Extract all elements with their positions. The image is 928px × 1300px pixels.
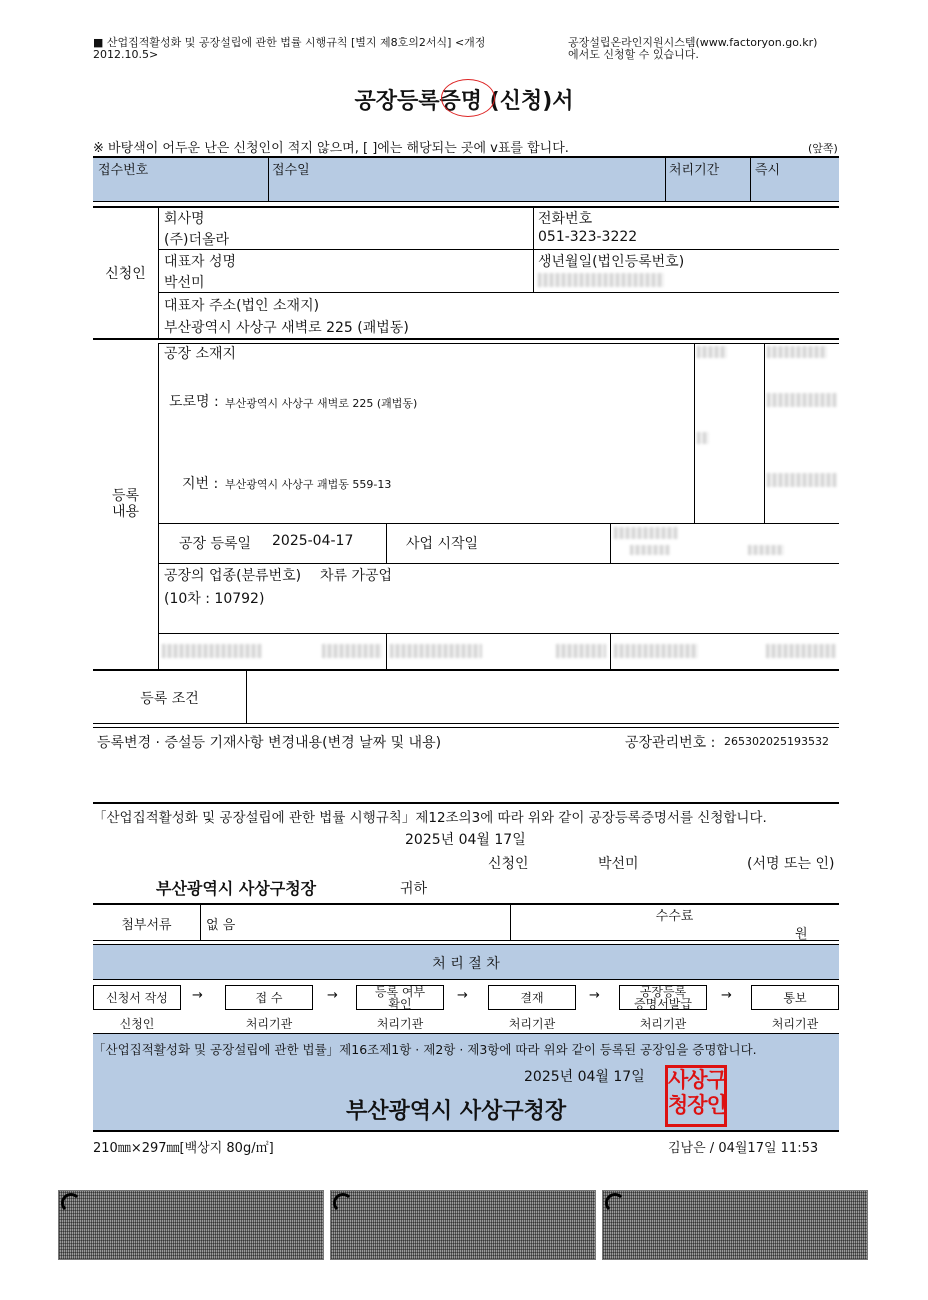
- procedure-actor-5: 처리기관: [639, 1017, 687, 1031]
- arrow-icon: →: [192, 988, 203, 1003]
- issuer-name: 부산광역시 사상구청장: [346, 1099, 567, 1124]
- title-circle-mark: [441, 79, 495, 117]
- procedure-step-4: 결재: [488, 985, 576, 1010]
- procedure-actor-6: 처리기관: [771, 1017, 819, 1031]
- registration-date-label: 공장 등록일: [179, 536, 252, 552]
- industry-value: 차류 가공업: [320, 568, 393, 584]
- receipt-date-label: 접수일: [272, 163, 310, 178]
- fee-label: 수수료: [655, 909, 694, 924]
- procedure-step-2: 접 수: [225, 985, 313, 1010]
- business-start-label: 사업 시작일: [406, 536, 479, 552]
- rep-address-value: 부산광역시 사상구 새벽로 225 (괘법동): [164, 320, 409, 336]
- paper-spec: 210㎜×297㎜[백상지 80g/㎡]: [93, 1141, 274, 1156]
- arrow-icon: →: [589, 988, 600, 1003]
- security-barcode-2: [330, 1190, 596, 1260]
- document-title: 공장등록증명 (신청)서: [354, 89, 574, 114]
- factory-location-label: 공장 소재지: [164, 346, 237, 362]
- registration-section-label: 등록 내용: [111, 488, 140, 520]
- procedure-step-5: 공장등록 증명서발급: [619, 985, 707, 1010]
- redacted-cell: [614, 527, 678, 539]
- changes-label: 등록변경 · 증설등 기재사항 변경내용(변경 날짜 및 내용): [97, 735, 442, 751]
- arrow-icon: →: [327, 988, 338, 1003]
- procedure-step-1: 신청서 작성: [93, 985, 181, 1010]
- security-barcode-1: [58, 1190, 324, 1260]
- management-number-label: 공장관리번호 :: [625, 735, 716, 751]
- addressee: 부산광역시 사상구청장: [156, 879, 317, 898]
- redacted-cell: [697, 346, 727, 358]
- processing-period-label: 처리기간: [669, 163, 720, 178]
- redacted-cell: [390, 644, 482, 658]
- redacted-cell: [766, 644, 836, 658]
- security-barcode-3: [602, 1190, 868, 1260]
- birth-date-label: 생년월일(법인등록번호): [538, 254, 685, 270]
- birth-date-redacted: [538, 273, 664, 287]
- applicant-label: 신청인: [488, 856, 529, 872]
- attachments-label: 첨부서류: [121, 918, 172, 933]
- phone-label: 전화번호: [538, 211, 593, 227]
- phone-value: 051-323-3222: [538, 229, 638, 245]
- form-reference: ■ 산업집적활성화 및 공장설립에 관한 법률 시행규칙 [별지 제8호의2서식] <개정: [93, 36, 486, 49]
- redacted-cell: [767, 346, 827, 358]
- procedure-step-6: 통보: [751, 985, 839, 1010]
- honorific: 귀하: [400, 881, 428, 897]
- processing-period-value: 즉시: [755, 163, 781, 178]
- redacted-cell: [767, 473, 837, 487]
- arrow-icon: →: [457, 988, 468, 1003]
- procedure-actor-3: 처리기관: [376, 1017, 424, 1031]
- system-note-2: 에서도 신청할 수 있습니다.: [568, 48, 699, 61]
- official-seal: 사상구 청장인: [665, 1065, 727, 1127]
- road-address-label: 도로명 :: [169, 394, 219, 410]
- industry-code: (10차 : 10792): [164, 591, 265, 607]
- form-reference-date: 2012.10.5>: [93, 48, 159, 61]
- redacted-cell: [630, 545, 670, 555]
- management-number-value: 265302025193532: [724, 735, 829, 748]
- certification-text: 「산업집적활성화 및 공장설립에 관한 법률」제16조제1항 · 제2항 · 제3항에 따라 위와 같이 등록된 공장임을 증명합니다.: [93, 1042, 757, 1057]
- redacted-cell: [767, 393, 837, 407]
- arrow-icon: →: [721, 988, 732, 1003]
- redacted-cell: [556, 644, 606, 658]
- receipt-number-label: 접수번호: [98, 163, 149, 178]
- rep-name-label: 대표자 성명: [164, 254, 237, 270]
- certification-date: 2025년 04월 17일: [524, 1069, 645, 1085]
- declaration-text: 「산업집적활성화 및 공장설립에 관한 법률 시행규칙」제12조의3에 따라 위와 같이 공장등록증명서를 신청합니다.: [93, 810, 767, 826]
- registration-date-value: 2025-04-17: [272, 533, 354, 549]
- registration-conditions-label: 등록 조건: [140, 691, 199, 707]
- procedure-step-3: 등록 여부 확인: [356, 985, 444, 1010]
- company-name-value: (주)더올라: [164, 232, 230, 248]
- industry-label: 공장의 업종(분류번호): [164, 568, 302, 584]
- attachments-value: 없 음: [206, 918, 236, 933]
- redacted-cell: [322, 644, 382, 658]
- system-note: 공장설립온라인지원시스템(www.factoryon.go.kr): [568, 36, 818, 49]
- rep-address-label: 대표자 주소(법인 소재지): [164, 298, 320, 314]
- declaration-date: 2025년 04월 17일: [405, 832, 526, 848]
- applicant-section-label: 신청인: [105, 266, 146, 282]
- redacted-cell: [748, 545, 784, 555]
- rep-name-value: 박선미: [164, 275, 205, 291]
- page-side: (앞쪽): [808, 142, 838, 155]
- procedure-actor-1: 신청인: [119, 1017, 155, 1031]
- procedure-actor-4: 처리기관: [508, 1017, 556, 1031]
- redacted-cell: [614, 644, 698, 658]
- lot-address-label: 지번 :: [182, 476, 219, 492]
- redacted-cell: [162, 644, 262, 658]
- road-address-value: 부산광역시 사상구 새벽로 225 (괘법동): [225, 397, 418, 410]
- company-name-label: 회사명: [164, 211, 205, 227]
- procedure-title: 처 리 절 차: [432, 956, 500, 972]
- receipt-row: [93, 156, 839, 201]
- procedure-actor-2: 처리기관: [245, 1017, 293, 1031]
- fee-unit: 원: [795, 927, 808, 942]
- lot-address-value: 부산광역시 사상구 괘법동 559-13: [225, 478, 392, 491]
- redacted-cell: [697, 432, 709, 444]
- signature-label: (서명 또는 인): [747, 856, 835, 872]
- issued-by: 김남은 / 04월17일 11:53: [668, 1141, 819, 1156]
- applicant-name: 박선미: [598, 856, 639, 872]
- instruction-note: ※ 바탕색이 어두운 난은 신청인이 적지 않으며, [ ]에는 해당되는 곳에 v표를 합니다.: [93, 141, 569, 156]
